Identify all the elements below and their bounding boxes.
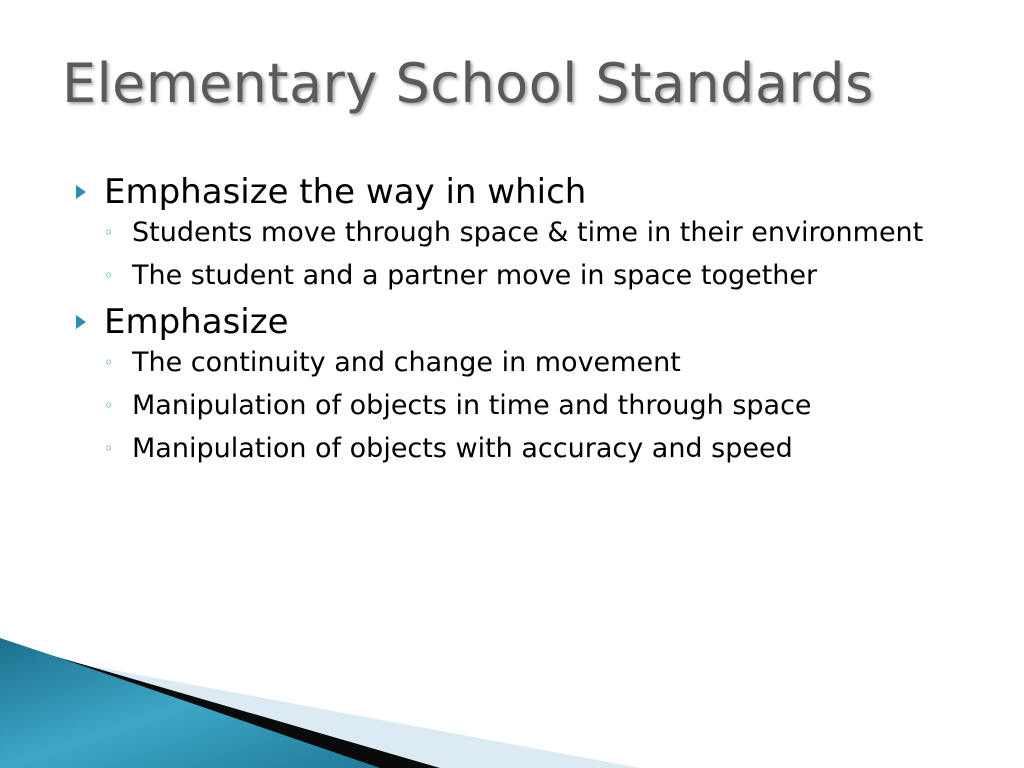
bullet-text: Emphasize the way in which <box>104 172 587 212</box>
sub-bullet-text: Students move through space & time in their environment <box>132 217 924 248</box>
triangle-right-icon <box>72 170 104 214</box>
hollow-circle-icon: ◦ <box>104 439 114 458</box>
hollow-circle-icon: ◦ <box>104 266 114 285</box>
bullet-list <box>72 168 972 473</box>
hollow-circle-icon: ◦ <box>104 353 114 372</box>
bullet-text: Emphasize <box>104 302 289 342</box>
hollow-circle-icon: ◦ <box>104 396 114 415</box>
sub-bullet-text: Manipulation of objects with accuracy and speed <box>132 433 793 464</box>
sub-bullet-item <box>104 214 972 252</box>
hollow-circle-icon: ◦ <box>104 223 114 242</box>
sub-bullet-text: The continuity and change in movement <box>132 347 681 378</box>
sub-bullet-item <box>104 257 972 295</box>
bullet-item <box>72 170 972 214</box>
sub-bullet-text: The student and a partner move in space together <box>132 260 818 291</box>
triangle-right-icon <box>72 300 104 344</box>
corner-decoration <box>0 638 640 768</box>
slide-title: Elementary School Standards <box>62 52 874 115</box>
sub-bullet-item <box>104 344 972 382</box>
sub-bullet-item <box>104 387 972 425</box>
sub-bullet-text: Manipulation of objects in time and through space <box>132 390 812 421</box>
sub-bullet-item <box>104 430 972 468</box>
bullet-item <box>72 300 972 344</box>
